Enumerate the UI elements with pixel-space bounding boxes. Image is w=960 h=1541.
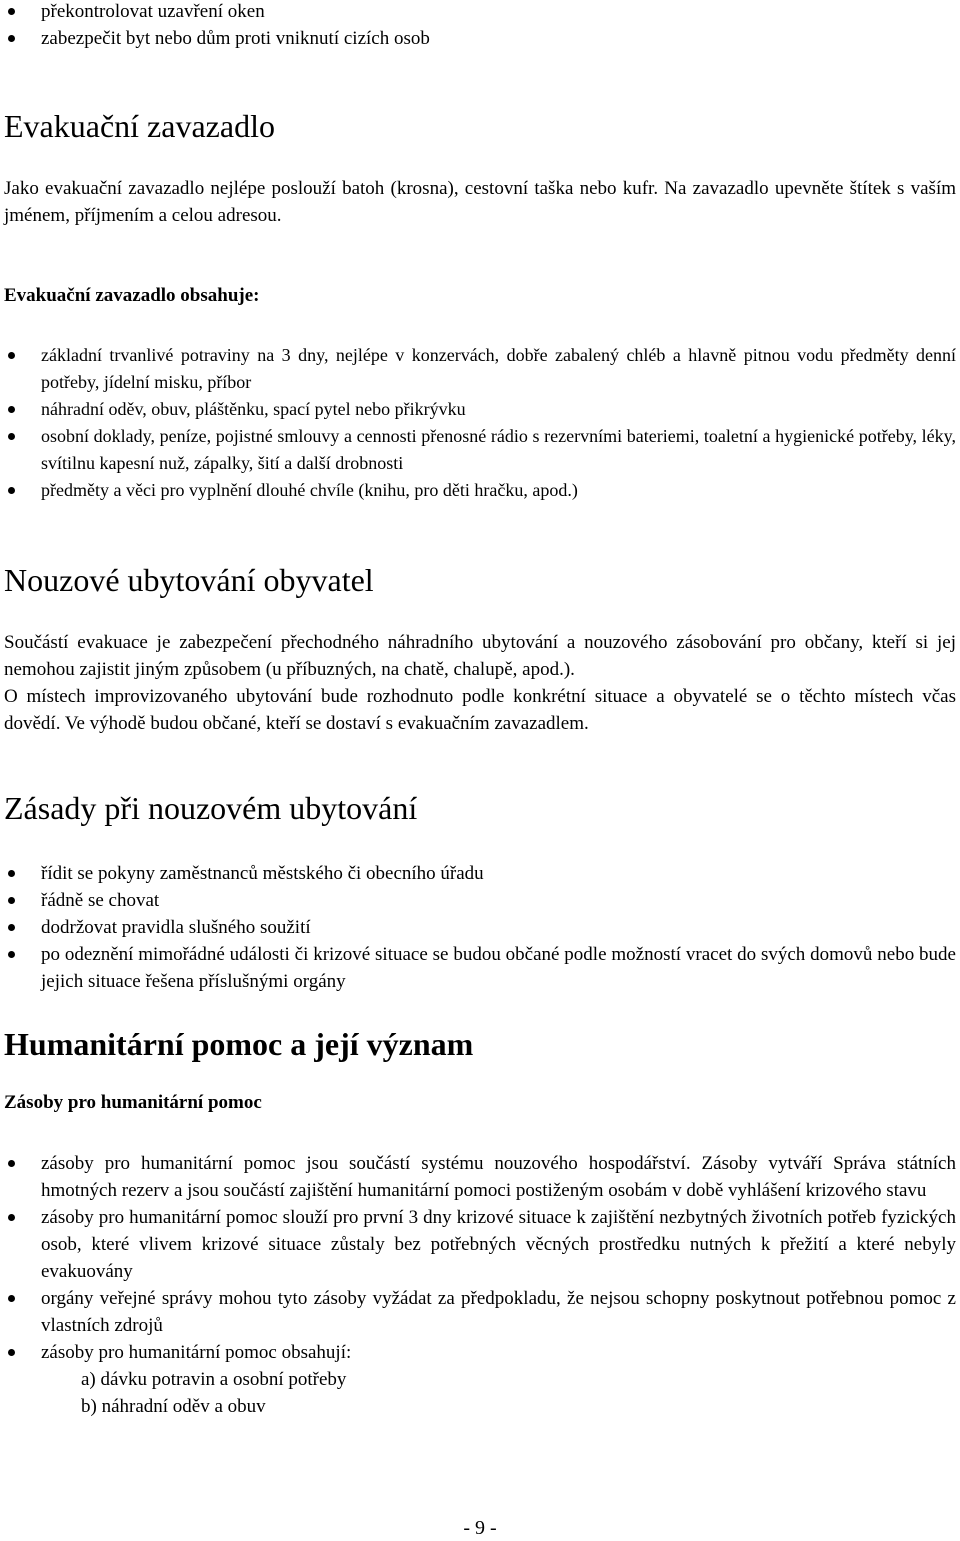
- list-item: náhradní oděv, obuv, pláštěnku, spací pytel nebo přikrývku: [0, 396, 956, 423]
- list-item: po odeznění mimořádné události či krizové situace se budou občané podle možností vracet do svých domovů nebo bude jejich situace řešena příslušnými orgány: [0, 941, 956, 995]
- sublist-item: a) dávku potravin a osobní potřeby: [81, 1369, 347, 1390]
- list-item: osobní doklady, peníze, pojistné smlouvy a cennosti přenosné rádio s rezervními bateriemi, toaletní a hygienické potřeby, léky, svítilnu kapesní nuž, zápalky, šití a další drobnosti: [0, 423, 956, 477]
- section-title-aid: Humanitární pomoc a její význam: [4, 1026, 474, 1062]
- list-item: řádně se chovat: [0, 887, 956, 914]
- evacuation-items-list: [0, 342, 956, 504]
- shelter-paragraph-2: O místech improvizovaného ubytování bude rozhodnuto podle konkrétní situace a obyvatelé se o těchto místech včas dovědí. Ve výhodě budou občané, kteří se dostaví s evakuačním zavazadlem.: [4, 686, 956, 734]
- list-item: zásoby pro humanitární pomoc slouží pro první 3 dny krizové situace k zajištění nezbytných životních potřeb fyzických osob, které vlivem krizové situace zůstaly bez potřebných věcných prostředku nutných k přežití a které nebyly evakuovány: [0, 1204, 956, 1285]
- list-item: zásoby pro humanitární pomoc jsou součástí systému nouzového hospodářství. Zásoby vytváří Správa státních hmotných rezerv a jsou součástí zajištění humanitární pomoci postiženým osobám v době vyhlášení krizového stavu: [0, 1150, 956, 1204]
- evacuation-paragraph: Jako evakuační zavazadlo nejlépe poslouží batoh (krosna), cestovní taška nebo kufr. Na zavazadlo upevněte štítek s vaším jménem, příjmením a celou adresou.: [4, 178, 956, 226]
- intro-list: [0, 0, 956, 52]
- aid-list: [0, 1150, 956, 1420]
- list-item: dodržovat pravidla slušného soužití: [0, 914, 956, 941]
- page-number: - 9 -: [463, 1517, 497, 1539]
- section-title-evacuation: Evakuační zavazadlo: [4, 108, 275, 144]
- list-item: překontrolovat uzavření oken: [0, 0, 956, 25]
- evacuation-contents-heading: Evakuační zavazadlo obsahuje:: [4, 285, 260, 306]
- sublist-item: b) náhradní oděv a obuv: [81, 1396, 266, 1417]
- section-title-shelter: Nouzové ubytování obyvatel: [4, 562, 374, 598]
- rules-list: [0, 860, 956, 995]
- shelter-text: [4, 629, 956, 737]
- list-item: předměty a věci pro vyplnění dlouhé chvíle (knihu, pro děti hračku, apod.): [0, 477, 956, 504]
- section-title-rules: Zásady při nouzovém ubytování: [4, 790, 418, 826]
- aid-subheading: Zásoby pro humanitární pomoc: [4, 1092, 262, 1113]
- list-item: řídit se pokyny zaměstnanců městského či obecního úřadu: [0, 860, 956, 887]
- aid-sublist: [41, 1366, 956, 1420]
- list-item: orgány veřejné správy mohou tyto zásoby vyžádat za předpokladu, že nejsou schopny poskytnout potřebnou pomoc z vlastních zdrojů: [0, 1285, 956, 1339]
- shelter-paragraph-1: Součástí evakuace je zabezpečení přechodného náhradního ubytování a nouzového zásobování pro občany, kteří si jej nemohou zajistit jiným způsobem (u příbuzných, na chatě, chalupě, apod.).: [4, 632, 956, 680]
- list-item: [0, 1339, 956, 1420]
- list-item-text: zásoby pro humanitární pomoc obsahují:: [41, 1342, 352, 1363]
- list-item: zabezpečit byt nebo dům proti vniknutí cizích osob: [0, 25, 956, 52]
- list-item: základní trvanlivé potraviny na 3 dny, nejlépe v konzervách, dobře zabalený chléb a hlavně pitnou vodu předměty denní potřeby, jídelní misku, příbor: [0, 342, 956, 396]
